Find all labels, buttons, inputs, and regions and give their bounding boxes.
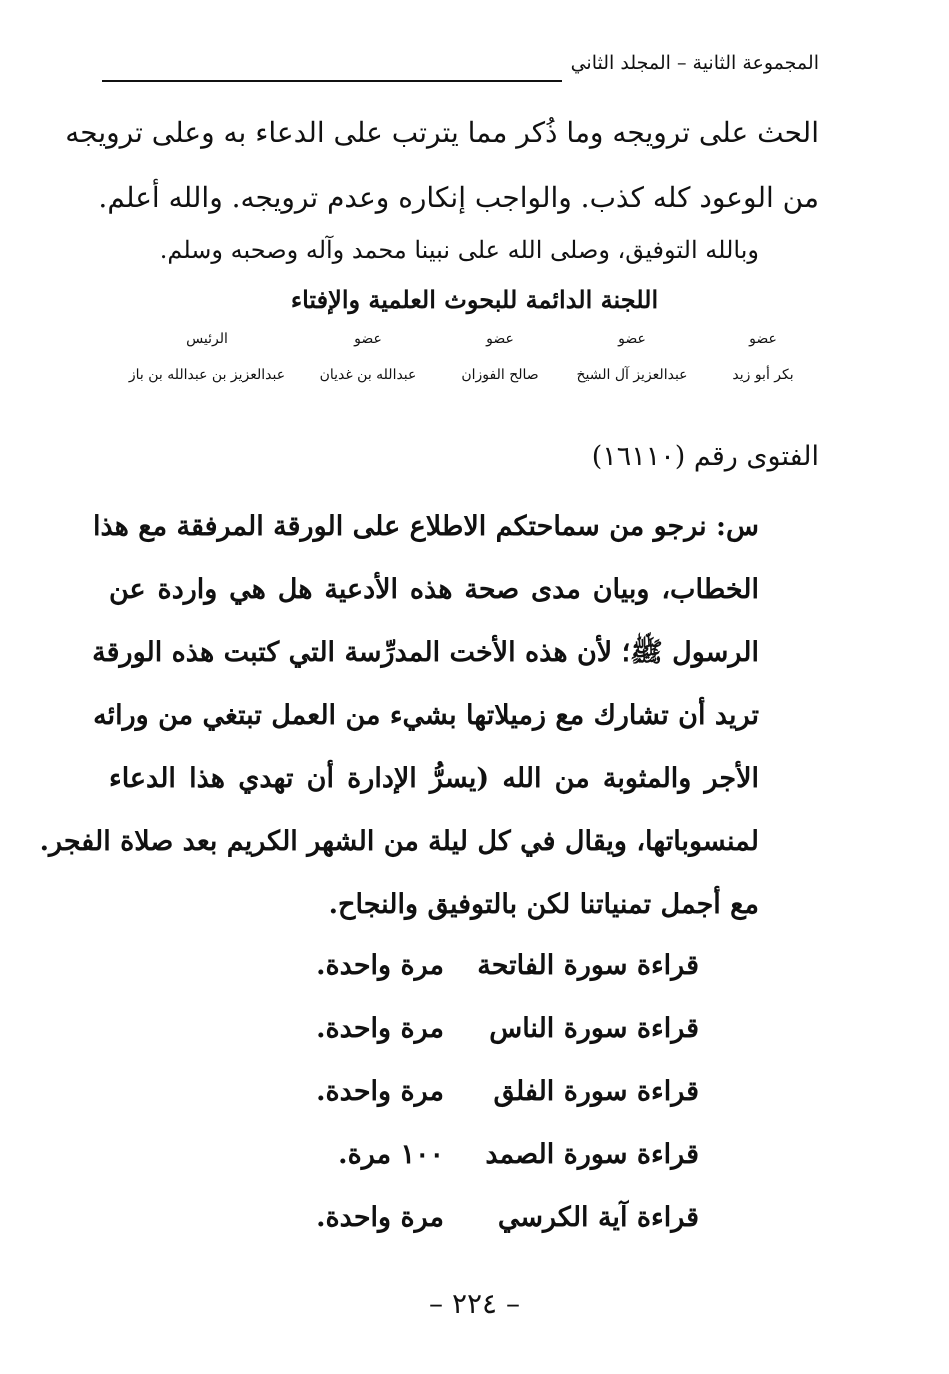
page-number: – ٢٢٤ – <box>429 1287 520 1320</box>
body-line: من الوعود كله كذب. والواجب إنكاره وعدم ترويجه. والله أعلم. <box>98 181 819 214</box>
signatory <box>107 330 307 384</box>
recitation-item: قراءة آية الكرسي <box>497 1202 699 1233</box>
signatory-role: عضو <box>354 331 382 347</box>
running-title: المجموعة الثانية – المجلد الثاني <box>570 52 819 74</box>
recitation-count: مرة واحدة. <box>316 950 444 981</box>
recitation-item: قراءة سورة الصمد <box>485 1139 699 1170</box>
recitation-count: مرة واحدة. <box>316 1202 444 1233</box>
recitation-list <box>316 944 699 1259</box>
signatory-name: بكر أبو زيد <box>732 367 794 383</box>
question-line: الأجر والمثوبة من الله (يسرُّ الإدارة أن تهدي هذا الدعاء <box>109 763 759 794</box>
committee-title: اللجنة الدائمة للبحوث العلمية والإفتاء <box>290 285 659 314</box>
fatwa-number: الفتوى رقم (١٦١١٠) <box>591 441 819 472</box>
recitation-count: ١٠٠ مرة. <box>338 1139 444 1170</box>
signatory-role: عضو <box>618 331 646 347</box>
question-line: تريد أن تشارك مع زميلاتها بشيء من العمل تبتغي من ورائه <box>93 700 759 731</box>
signatory-role: عضو <box>486 331 514 347</box>
recitation-item: قراءة سورة الفاتحة <box>477 950 699 981</box>
question-line: س: نرجو من سماحتكم الاطلاع على الورقة المرفقة مع هذا <box>92 511 759 542</box>
recitation-row <box>319 1133 699 1196</box>
signatory-name: عبدالعزيز بن عبدالله بن باز <box>128 367 286 383</box>
recitation-row <box>316 944 699 1007</box>
signatory-name: عبدالعزيز آل الشيخ <box>576 367 688 383</box>
recitation-count: مرة واحدة. <box>316 1013 444 1044</box>
signatory-name: عبدالله بن غديان <box>319 367 417 383</box>
recitation-item: قراءة سورة الناس <box>489 1013 699 1044</box>
header-rule <box>102 80 562 82</box>
question-line: الخطاب، وبيان مدى صحة هذه الأدعية هل هي واردة عن <box>109 574 759 605</box>
signatory-name: صالح الفوزان <box>461 367 539 383</box>
recitation-row <box>316 1070 699 1133</box>
closing-line: وبالله التوفيق، وصلى الله على نبينا محمد وآله وصحبه وسلم. <box>159 236 759 264</box>
recitation-row <box>316 1007 699 1070</box>
recitation-count: مرة واحدة. <box>316 1076 444 1107</box>
signatory-role: عضو <box>749 331 777 347</box>
body-line: الحث على ترويجه وما ذُكر مما يترتب على الدعاء به وعلى ترويجه <box>65 116 819 149</box>
recitation-item: قراءة سورة الفلق <box>493 1076 699 1107</box>
question-line: الرسول ﷺ؛ لأن هذه الأخت المدرِّسة التي كتبت هذه الورقة <box>92 637 759 668</box>
recitation-row <box>316 1196 699 1259</box>
question-line: لمنسوباتها، ويقال في كل ليلة من الشهر الكريم بعد صلاة الفجر. <box>39 826 759 857</box>
question-line: مع أجمل تمنياتنا لكن بالتوفيق والنجاح. <box>328 889 759 920</box>
signatory-role: الرئيس <box>186 331 228 347</box>
